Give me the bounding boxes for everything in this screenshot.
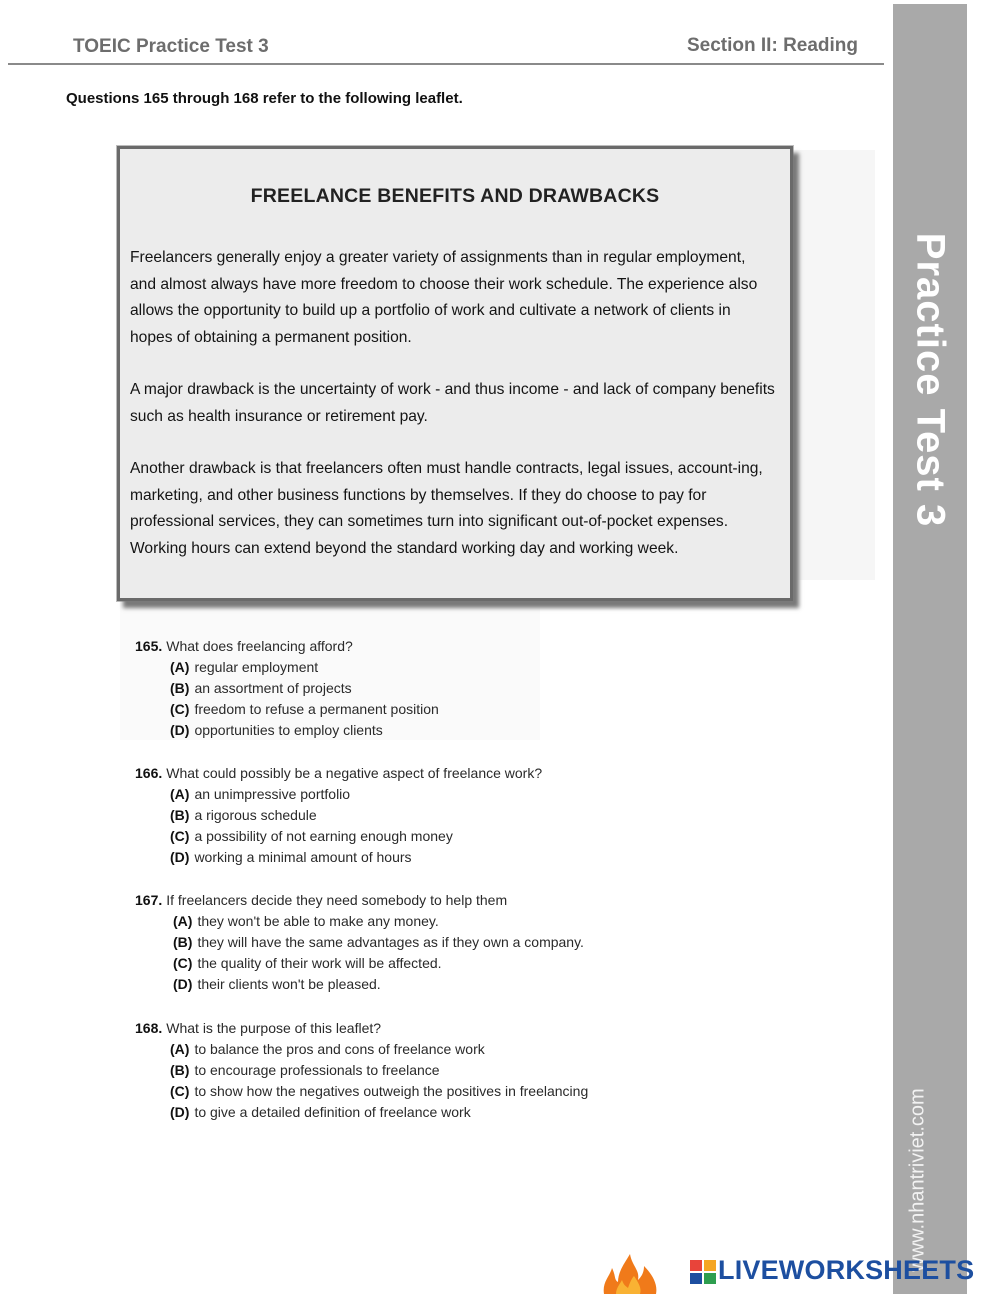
liveworksheets-grid-icon bbox=[690, 1260, 716, 1284]
leaflet-box bbox=[117, 146, 793, 601]
flame-icon bbox=[600, 1248, 662, 1294]
option-text: the quality of their work will be affected. bbox=[197, 955, 442, 971]
question-stem: What does freelancing afford? bbox=[166, 638, 353, 654]
option-letter: (A) bbox=[170, 1041, 190, 1057]
answer-option-c[interactable] bbox=[135, 953, 584, 974]
option-letter: (A) bbox=[170, 659, 190, 675]
answer-option-d[interactable] bbox=[135, 847, 542, 868]
side-tab-title: Practice Test 3 bbox=[908, 232, 953, 528]
option-letter: (D) bbox=[170, 1104, 190, 1120]
option-text: to balance the pros and cons of freelance work bbox=[194, 1041, 485, 1057]
question-stem: If freelancers decide they need somebody to help them bbox=[166, 892, 508, 908]
option-text: their clients won't be pleased. bbox=[197, 976, 381, 992]
option-text: to give a detailed definition of freelance work bbox=[194, 1104, 471, 1120]
question-number: 168. bbox=[135, 1020, 163, 1036]
answer-option-a[interactable] bbox=[135, 657, 439, 678]
option-letter: (C) bbox=[173, 955, 193, 971]
option-letter: (C) bbox=[170, 1083, 190, 1099]
question-number: 165. bbox=[135, 638, 163, 654]
leaflet-paragraph: Freelancers generally enjoy a greater variety of assignments than in regular employment, and almost always have more freedom to choose their work schedule. The experience also allows the opportunity to build up a portfolio of work and cultivate a network of clients in hopes of obtaining a permanent position. bbox=[130, 249, 758, 346]
answer-option-a[interactable] bbox=[135, 911, 584, 932]
header-divider bbox=[8, 63, 884, 65]
answer-option-c[interactable] bbox=[135, 826, 542, 847]
answer-option-c[interactable] bbox=[135, 1081, 588, 1102]
leaflet-title: FREELANCE BENEFITS AND DRAWBACKS bbox=[250, 185, 660, 207]
option-text: working a minimal amount of hours bbox=[194, 849, 412, 865]
option-text: a rigorous schedule bbox=[194, 807, 317, 823]
option-text: freedom to refuse a permanent position bbox=[194, 701, 439, 717]
answer-option-b[interactable] bbox=[135, 805, 542, 826]
option-text: they won't be able to make any money. bbox=[197, 913, 439, 929]
option-letter: (D) bbox=[170, 722, 190, 738]
book-title: TOEIC Practice Test 3 bbox=[73, 36, 269, 57]
question-166 bbox=[135, 763, 542, 868]
question-number: 166. bbox=[135, 765, 163, 781]
leaflet-paragraph: Another drawback is that freelancers often must handle contracts, legal issues, account-ing, marketing, and other business functions by themselves. If they do choose to pay for professional services, they can sometimes turn into significant out-of-pocket expenses. Working hours can extend beyond the standard working day and working week. bbox=[130, 460, 763, 557]
option-text: to encourage professionals to freelance bbox=[194, 1062, 440, 1078]
question-168 bbox=[135, 1018, 588, 1123]
option-letter: (A) bbox=[173, 913, 193, 929]
question-165 bbox=[135, 636, 439, 741]
side-tab-url: www.nhantriviet.com bbox=[906, 1088, 929, 1272]
answer-option-b[interactable] bbox=[135, 1060, 588, 1081]
answer-option-d[interactable] bbox=[135, 974, 584, 995]
answer-option-d[interactable] bbox=[135, 1102, 588, 1123]
side-tab bbox=[893, 4, 967, 1294]
answer-option-b[interactable] bbox=[135, 678, 439, 699]
option-letter: (A) bbox=[170, 786, 190, 802]
option-letter: (B) bbox=[170, 807, 190, 823]
question-number: 167. bbox=[135, 892, 163, 908]
option-text: an assortment of projects bbox=[194, 680, 352, 696]
leaflet-paragraph: A major drawback is the uncertainty of work - and thus income - and lack of company benefits such as health insurance or retirement pay. bbox=[130, 381, 775, 425]
option-text: a possibility of not earning enough money bbox=[194, 828, 453, 844]
option-letter: (B) bbox=[170, 680, 190, 696]
option-letter: (D) bbox=[173, 976, 193, 992]
answer-option-a[interactable] bbox=[135, 784, 542, 805]
answer-option-c[interactable] bbox=[135, 699, 439, 720]
option-text: opportunities to employ clients bbox=[194, 722, 383, 738]
option-letter: (D) bbox=[170, 849, 190, 865]
option-letter: (C) bbox=[170, 701, 190, 717]
option-letter: (B) bbox=[170, 1062, 190, 1078]
liveworksheets-logo[interactable] bbox=[688, 1255, 988, 1287]
answer-option-b[interactable] bbox=[135, 932, 584, 953]
answer-option-a[interactable] bbox=[135, 1039, 588, 1060]
liveworksheets-wordmark: LIVEWORKSHEETS bbox=[718, 1255, 975, 1285]
option-letter: (C) bbox=[170, 828, 190, 844]
option-letter: (B) bbox=[173, 934, 193, 950]
page-header bbox=[0, 0, 1000, 70]
section-title: Section II: Reading bbox=[687, 35, 859, 56]
option-text: regular employment bbox=[194, 659, 319, 675]
answer-option-d[interactable] bbox=[135, 720, 439, 741]
question-stem: What is the purpose of this leaflet? bbox=[166, 1020, 382, 1036]
questions-intro: Questions 165 through 168 refer to the following leaflet. bbox=[66, 90, 463, 107]
question-167 bbox=[135, 890, 584, 995]
option-text: an unimpressive portfolio bbox=[194, 786, 351, 802]
option-text: to show how the negatives outweigh the positives in freelancing bbox=[194, 1083, 589, 1099]
option-text: they will have the same advantages as if they own a company. bbox=[197, 934, 584, 950]
question-stem: What could possibly be a negative aspect of freelance work? bbox=[166, 765, 543, 781]
